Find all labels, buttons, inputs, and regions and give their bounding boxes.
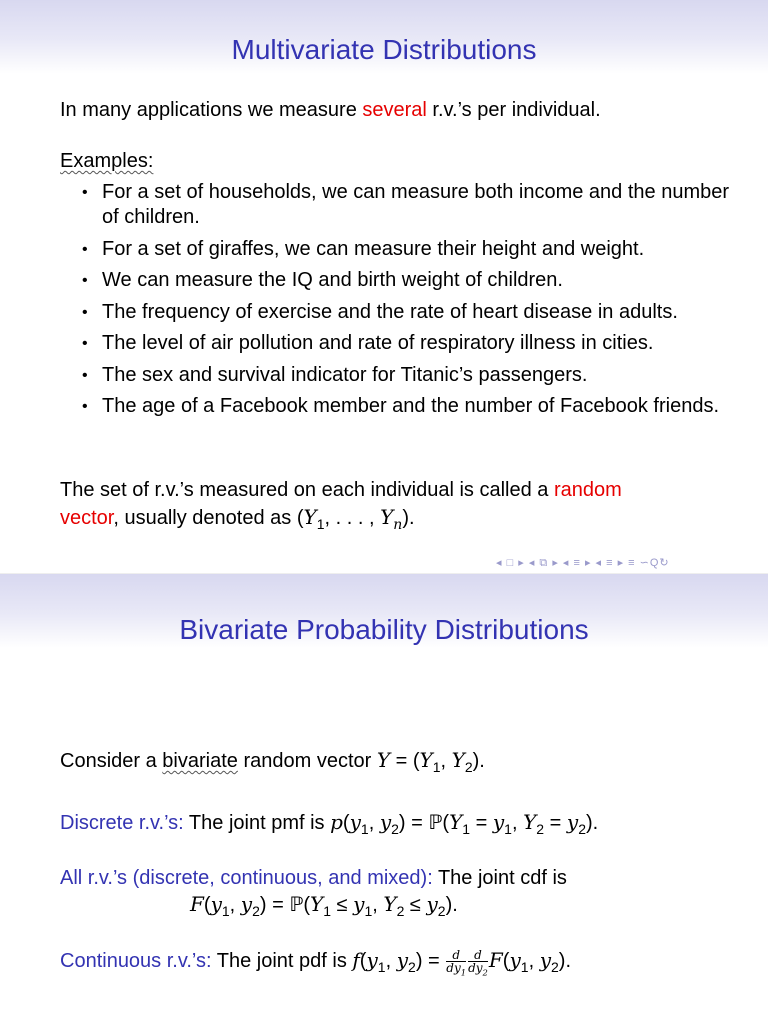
list-item: • The sex and survival indicator for Titanic’s passengers.: [80, 363, 740, 388]
joint-cdf-formula: $F(y_1$, $y_2$) = $ℙ(Y_1 \le y_1$, $Y_2 \le y_2$).: [190, 892, 458, 919]
list-item: • For a set of giraffes, we can measure their height and weight.: [80, 237, 740, 262]
continuous-label: Continuous r.v.’s:: [60, 950, 212, 972]
examples-label: Examples:: [60, 150, 154, 172]
list-item: • For a set of households, we can measure both income and the number of children.: [80, 180, 740, 230]
closing-line-1: The set of r.v.’s measured on each individual is called a random: [60, 479, 622, 501]
list-item: • The frequency of exercise and the rate of heart disease in adults.: [80, 300, 740, 325]
highlight-several: several: [362, 99, 427, 121]
examples-list: [80, 180, 740, 426]
list-item: • The age of a Facebook member and the number of Facebook friends.: [80, 394, 740, 419]
consider-line: Consider a bivariate random vector $Y = (Y_1$, $Y_2$).: [60, 748, 485, 775]
all-rv-line: All r.v.’s (discrete, continuous, and mixed): The joint cdf is: [60, 867, 567, 889]
slide-title: Multivariate Distributions: [231, 34, 537, 65]
continuous-line: Continuous r.v.’s: The joint pdf is $f(y_1$, $y_2$) = $\frac{d}{dy_1}$ $\frac{d}{dy_2}$ $F(y_1$, $y_2$).: [60, 948, 572, 978]
slide-bivariate: [0, 574, 768, 1024]
discrete-line: Discrete r.v.’s: The joint pmf is $p(y_1$, $y_2$) = $ℙ(Y_1 = y_1$, $Y_2 = y_2$).: [60, 810, 599, 837]
all-rv-label: All r.v.’s (discrete, continuous, and mixed):: [60, 867, 433, 889]
slide-title: Bivariate Probability Distributions: [179, 614, 589, 645]
beamer-navigation-icons[interactable]: ◂ □ ▸ ◂ ⧉ ▸ ◂ ≡ ▸ ◂ ≡ ▸ ≡ ∽Q↻: [496, 557, 670, 569]
closing-line-2: vector, usually denoted as ($Y_1$, . . . , $Y_n$).: [60, 505, 415, 533]
list-item: • We can measure the IQ and birth weight of children.: [80, 268, 740, 293]
list-item: • The level of air pollution and rate of respiratory illness in cities.: [80, 331, 740, 356]
intro-paragraph: In many applications we measure several r.v.’s per individual.: [60, 99, 601, 121]
discrete-label: Discrete r.v.’s:: [60, 812, 184, 834]
